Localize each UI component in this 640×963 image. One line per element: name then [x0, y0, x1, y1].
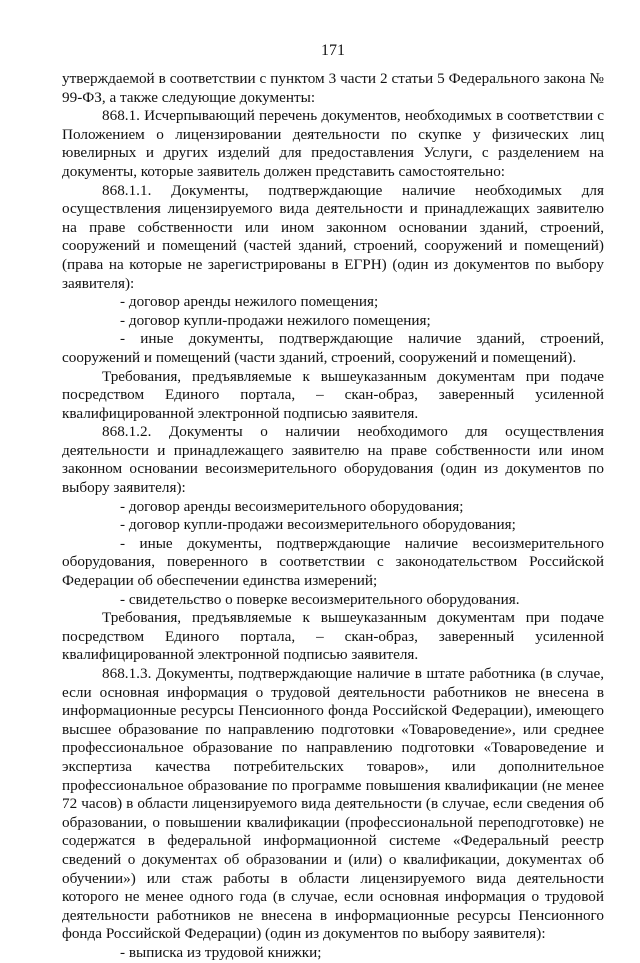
paragraph-requirements-2: Требования, предъявляемые к вышеуказанным документам при подаче посредством Единого портала, – скан-образ, заверенный усиленной квалифицированной электронной подписью заявителя.	[62, 609, 604, 664]
paragraph-868-1-3: 868.1.3. Документы, подтверждающие наличие в штате работника (в случае, если основная информация о трудовой деятельности работников не внесена в информационные ресурсы Пенсионного фонда Российской Федерации), имеющего высшее образование по направлению подготовки «Товароведение», или среднее профессиональное образование по направлению подготовки «Товароведение и экспертиза качества потребительских товаров», или дополнительное профессиональное образование по программе повышения квалификации (не менее 72 часов) в области лицензируемого вида деятельности (в случае, если сведения об образовании, о повышении квалификации (профессиональной переподготовке) не содержатся в федеральной информационной системе «Федеральный реестр сведений о документах об образовании и (или) о квалификации, документах об обучении») или стаж работы в области лицензируемого вида деятельности которого не менее одного года (в случае, если основная информация о трудовой деятельности работников не внесена в информационные ресурсы Пенсионного фонда Российской Федерации) (один из документов по выбору заявителя):	[62, 665, 604, 943]
paragraph-intro-continuation: утверждаемой в соответствии с пунктом 3 части 2 статьи 5 Федерального закона № 99-ФЗ, а также следующие документы:	[62, 70, 604, 106]
list-item-lease-premises: - договор аренды нежилого помещения;	[120, 293, 379, 311]
paragraph-requirements-1: Требования, предъявляемые к вышеуказанным документам при подаче посредством Единого портала, – скан-образ, заверенный усиленной квалифицированной электронной подписью заявителя.	[62, 367, 604, 422]
list-item-verification-certificate: - свидетельство о поверке весоизмерительного оборудования.	[120, 590, 520, 608]
paragraph-868-1-2: 868.1.2. Документы о наличии необходимого для осуществления деятельности и принадлежащего заявителю на праве собственности или ином законном основании весоизмерительного оборудования (один из документов по выбору заявителя):	[62, 423, 604, 497]
paragraph-868-1-1: 868.1.1. Документы, подтверждающие наличие необходимых для осуществления лицензируемого вида деятельности и принадлежащих заявителю на праве собственности или ином законном основании зданий, строений, сооружений и помещений (частей зданий, строений, сооружений и помещений) (права на которые не зарегистрированы в ЕГРН) (один из документов по выбору заявителя):	[62, 181, 604, 292]
page-number: 171	[321, 42, 345, 59]
list-item-lease-scales: - договор аренды весоизмерительного оборудования;	[120, 497, 464, 515]
list-item-other-documents-premises: - иные документы, подтверждающие наличие зданий, строений, сооружений и помещений (части зданий, строений, сооружений и помещений).	[62, 330, 604, 366]
list-item-purchase-scales: - договор купли-продажи весоизмерительного оборудования;	[120, 516, 516, 534]
paragraph-868-1: 868.1. Исчерпывающий перечень документов, необходимых в соответствии с Положением о лицензировании деятельности по скупке у физических лиц ювелирных и других изделий для предоставления Услуги, с разделением на документы, которые заявитель должен представить самостоятельно:	[62, 107, 604, 180]
list-item-other-documents-scales: - иные документы, подтверждающие наличие весоизмерительного оборудования, поверенного в соответствии с законодательством Российской Федерации об обеспечении единства измерений;	[62, 534, 604, 590]
list-item-purchase-premises: - договор купли-продажи нежилого помещения;	[120, 311, 431, 329]
list-item-employment-record-extract: - выписка из трудовой книжки;	[120, 943, 322, 961]
